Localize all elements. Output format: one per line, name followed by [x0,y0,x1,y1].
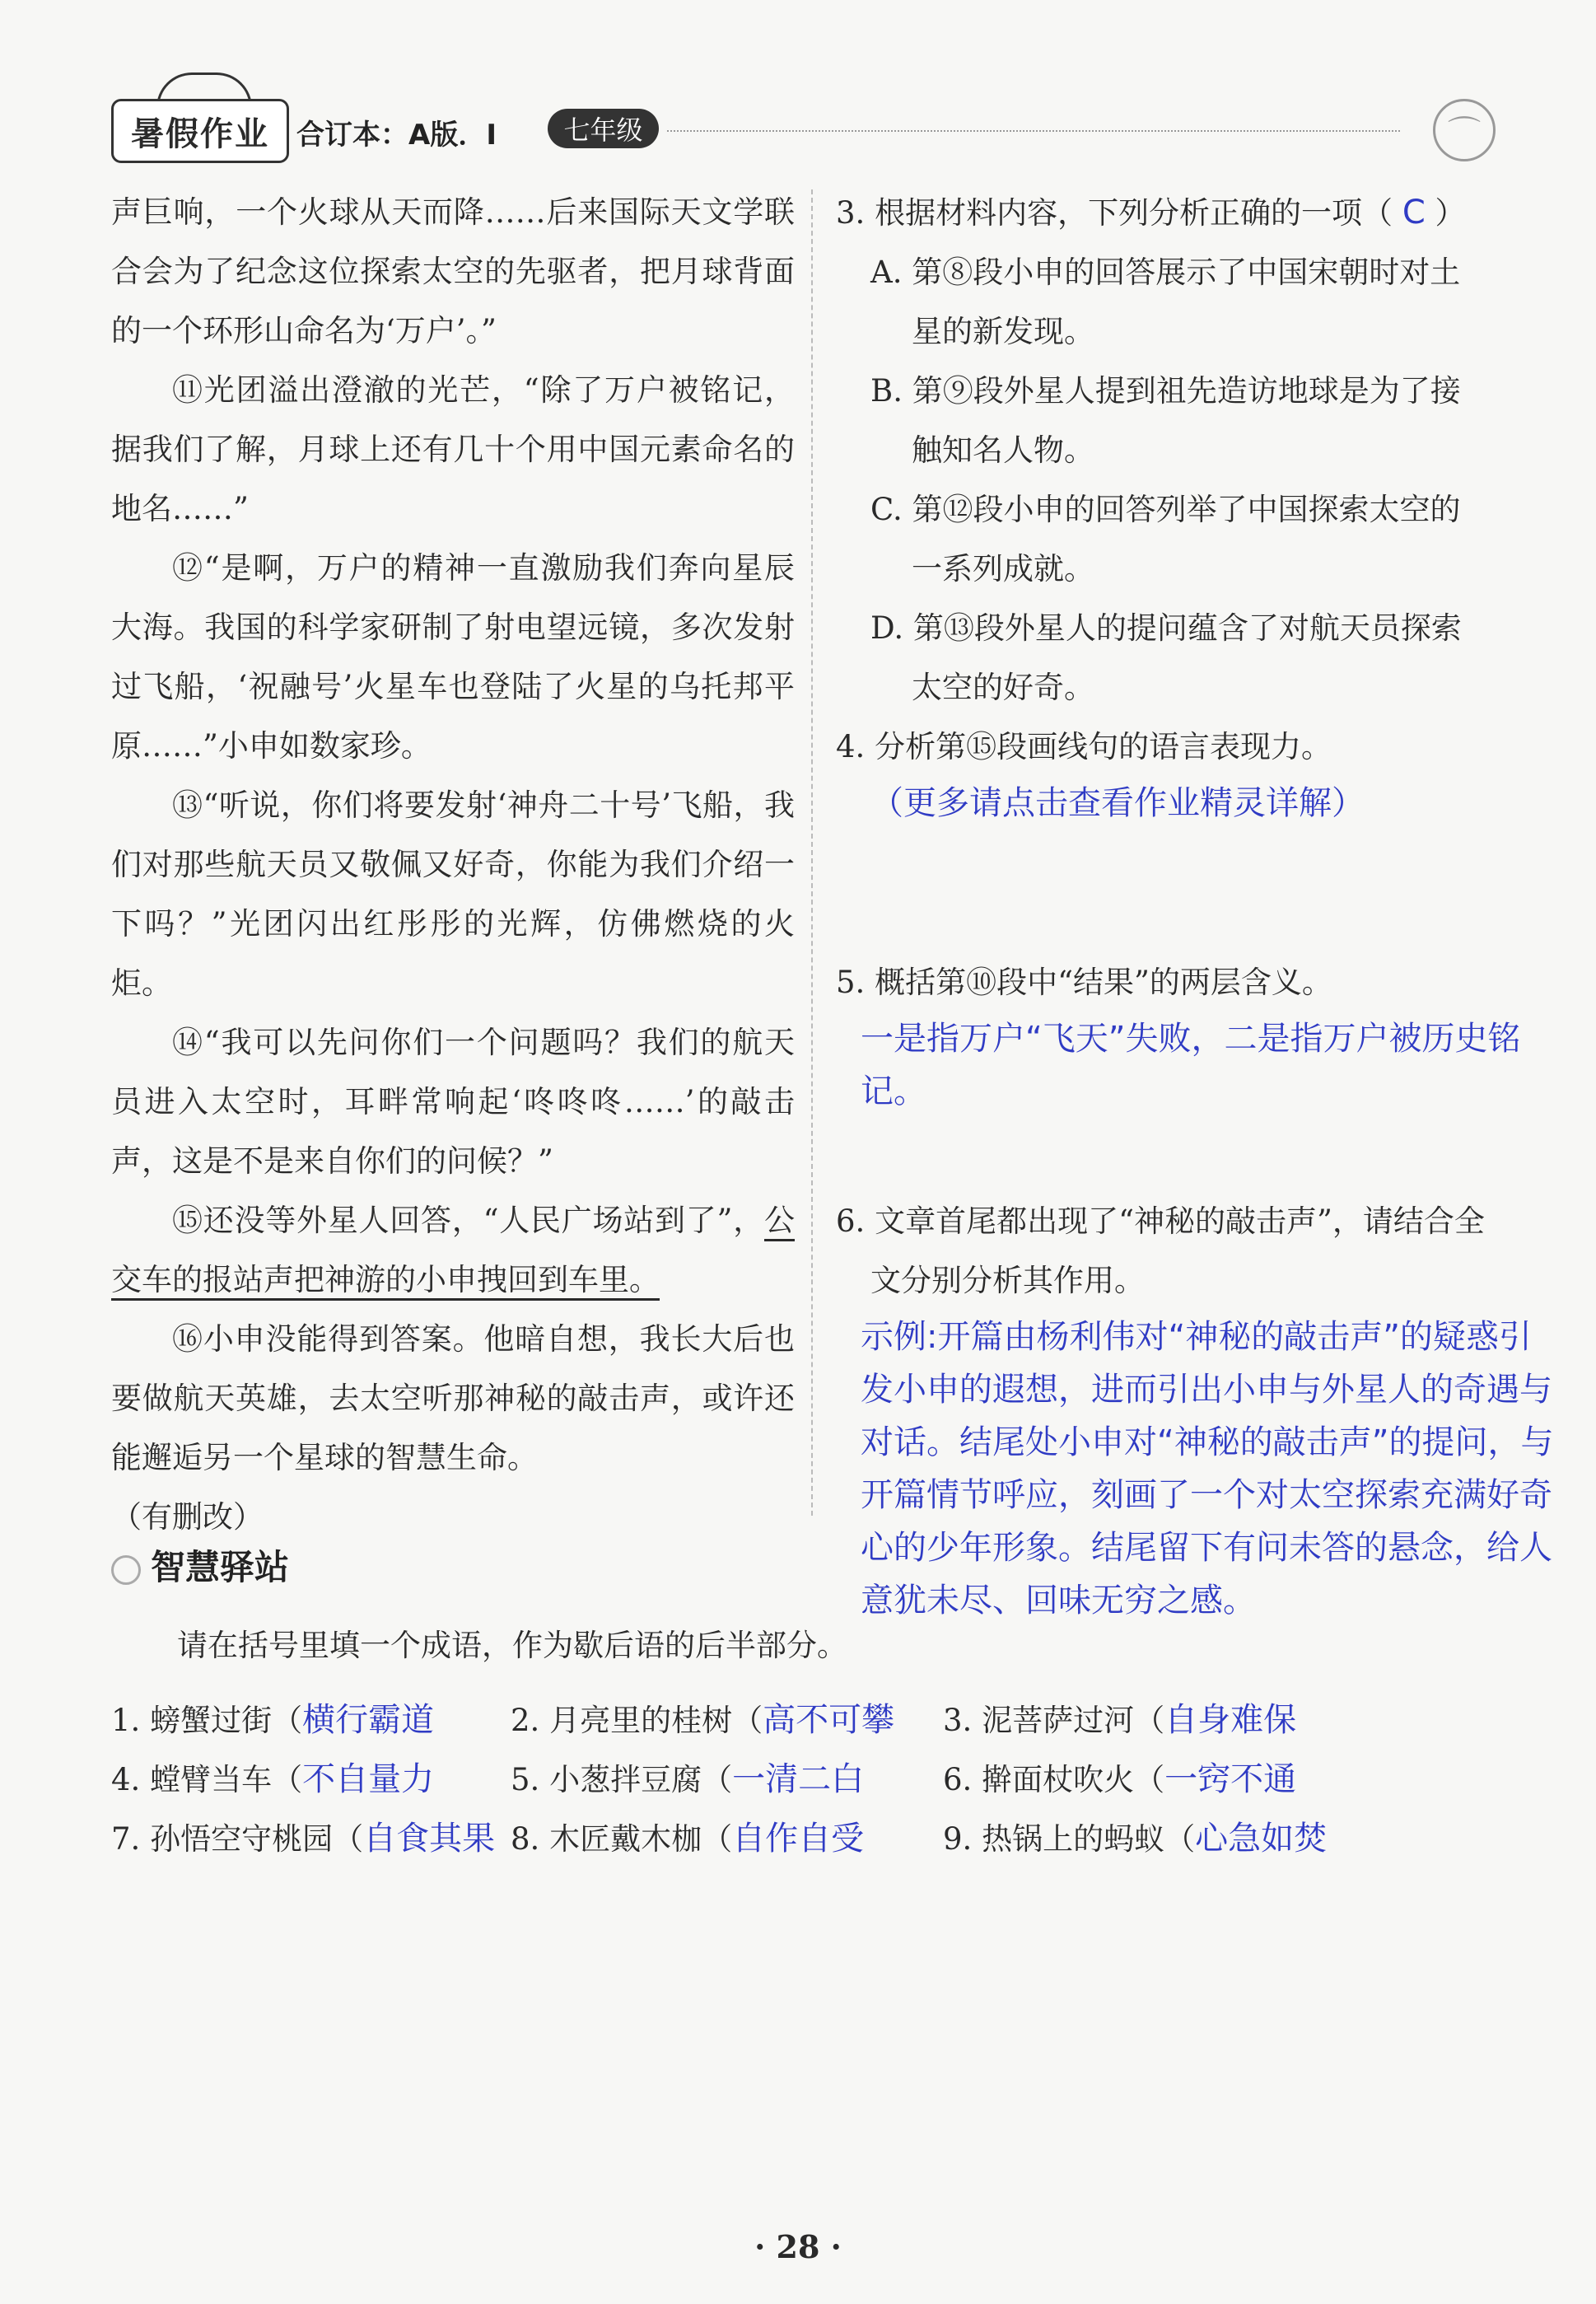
option-c: C. 第⑫段小申的回答列举了中国探索太空的 [870,492,1461,527]
idiom-item [111,1694,511,1741]
grade-badge: 七年级 [548,109,659,148]
idiom-answer: 自食其果 [363,1819,496,1858]
idiom-answer: 不自量力 [302,1760,435,1798]
option-c-cont: 一系列成就。 [912,551,1094,587]
story-paragraph-15-lead: ⑮还没等外星人回答，“人民广场站到了”， [172,1203,764,1238]
questions-column [836,183,1561,1627]
idiom-item [511,1753,943,1800]
question-5: 5. 概括第⑩段中“结果”的两层含义。 [836,965,1332,1000]
idiom-item [943,1812,1437,1859]
question-3-stem: 3. 根据材料内容，下列分析正确的一项（ [836,195,1393,231]
option-d-cont: 太空的好奇。 [912,670,1094,705]
question-5-answer: 一是指万户“飞天”失败，二是指万户被历史铭记。 [861,1020,1521,1110]
page-header [99,58,1499,165]
story-paragraph-continued: 声巨响，一个火球从天而降……后来国际天文学联合会为了纪念这位探索太空的先驱者，把月球背面的一个环形山命名为‘万户’。” [111,194,795,348]
idiom-answer: 一清二白 [732,1760,865,1798]
underlined-sentence: 公交车的报站声把神游的小申拽回到车里。 [111,1203,795,1297]
idiom-row [111,1806,1511,1865]
story-paragraph-12: ⑫“是啊，万户的精神一直激励我们奔向星辰大海。我国的科学家研制了射电望远镜，多次发射过飞船，‘祝融号’火星车也登陆了火星的乌托邦平原……”小申如数家珍。 [111,550,795,764]
idiom-question: 9. 热锅上的蚂蚁（ [943,1820,1196,1857]
idiom-question: 7. 孙悟空守桃园（ [111,1820,364,1857]
idiom-item [111,1812,511,1859]
question-6-answer: 示例:开篇由杨利伟对“神秘的敲击声”的疑惑引发小申的遐想，进而引出小申与外星人的奇遇与对话。结尾处小申对“神秘的敲击声”的提问，与开篇情节呼应，刻画了一个对太空探索充满好奇心的少年形象。结尾留下有问未答的悬念，给人意犹未尽、回味无穷之感。 [861,1318,1554,1619]
option-a: A. 第⑧段小申的回答展示了中国宋朝时对土 [870,255,1461,290]
question-4: 4. 分析第⑮段画线句的语言表现力。 [836,729,1332,764]
book-subtitle: 合订本：A版．I [296,119,497,152]
publisher-logo-icon: ⌒ [1433,99,1496,161]
idiom-question: 6. 擀面杖吹火（ [943,1761,1165,1797]
story-paragraph-14: ⑭“我可以先问你们一个问题吗？我们的航天员进入太空时，耳畔常响起‘咚咚咚……’的敲击声，这是不是来自你们的问候？” [111,1025,795,1179]
story-paragraph-15 [111,1191,795,1310]
option-b-cont: 触知名人物。 [912,432,1094,468]
idiom-answer: 高不可攀 [763,1700,895,1739]
brand-logo: 暑假作业 [111,99,289,163]
idiom-row [111,1687,1511,1746]
story-paragraph-16: ⑯小申没能得到答案。他暗自想，我长大后也要做航天英雄，去太空听那神秘的敲击声，或许还能邂逅另一个星球的智慧生命。 [111,1321,795,1475]
idiom-item [511,1694,943,1741]
idiom-list [111,1687,1511,1865]
idiom-answer: 自作自受 [732,1819,865,1858]
idiom-answer: 自身难保 [1164,1700,1297,1739]
idiom-item [511,1812,943,1859]
story-paragraph-13: ⑬“听说，你们将要发射‘神舟二十号’飞船，我们对那些航天员又敬佩又好奇，你能为我们介绍一下吗？”光团闪出红彤彤的光辉，仿佛燃烧的火炬。 [111,787,795,1001]
story-paragraph-11: ⑪光团溢出澄澈的光芒，“除了万户被铭记，据我们了解，月球上还有几十个用中国元素命名的地名……” [111,372,795,526]
option-d: D. 第⑬段外星人的提问蕴含了对航天员探索 [870,610,1462,646]
idiom-answer: 心急如焚 [1195,1819,1328,1858]
section-title-text: 智慧驿站 [151,1547,290,1587]
idiom-row [111,1746,1511,1806]
idiom-answer: 横行霸道 [302,1700,435,1739]
idiom-answer: 一窍不通 [1164,1760,1297,1798]
idiom-question: 3. 泥菩萨过河（ [943,1702,1165,1738]
story-text [111,183,795,1547]
option-a-cont: 星的新发现。 [912,314,1094,349]
idiom-question: 5. 小葱拌豆腐（ [511,1761,733,1797]
question-3-close: ） [1435,195,1466,231]
column-divider [811,189,813,1516]
option-b: B. 第⑨段外星人提到祖先造访地球是为了接 [870,373,1461,409]
instruction: 请在括号里填一个成语，作为歇后语的后半部分。 [177,1628,847,1663]
question-4-answer[interactable]: （更多请点击查看作业精灵详解） [870,784,1365,822]
idiom-question: 1. 螃蟹过街（ [111,1702,303,1738]
page-number: · 28 · [754,2228,842,2265]
idiom-item [111,1753,511,1800]
source-note: （有删改） [111,1499,264,1535]
section-title [111,1540,289,1590]
idiom-item [943,1753,1437,1800]
question-6-cont: 文分别分析其作用。 [870,1263,1145,1298]
question-3-answer: C [1402,194,1426,231]
idiom-item [943,1694,1437,1741]
lightbulb-icon [111,1555,141,1585]
idiom-question: 4. 螳臂当车（ [111,1761,303,1797]
question-6: 6. 文章首尾都出现了“神秘的敲击声”，请结合全 [836,1203,1485,1239]
idiom-question: 8. 木匠戴木枷（ [511,1820,733,1857]
header-dotted-line [667,130,1400,132]
question-3 [836,183,1561,243]
idiom-question: 2. 月亮里的桂树（ [511,1702,763,1738]
